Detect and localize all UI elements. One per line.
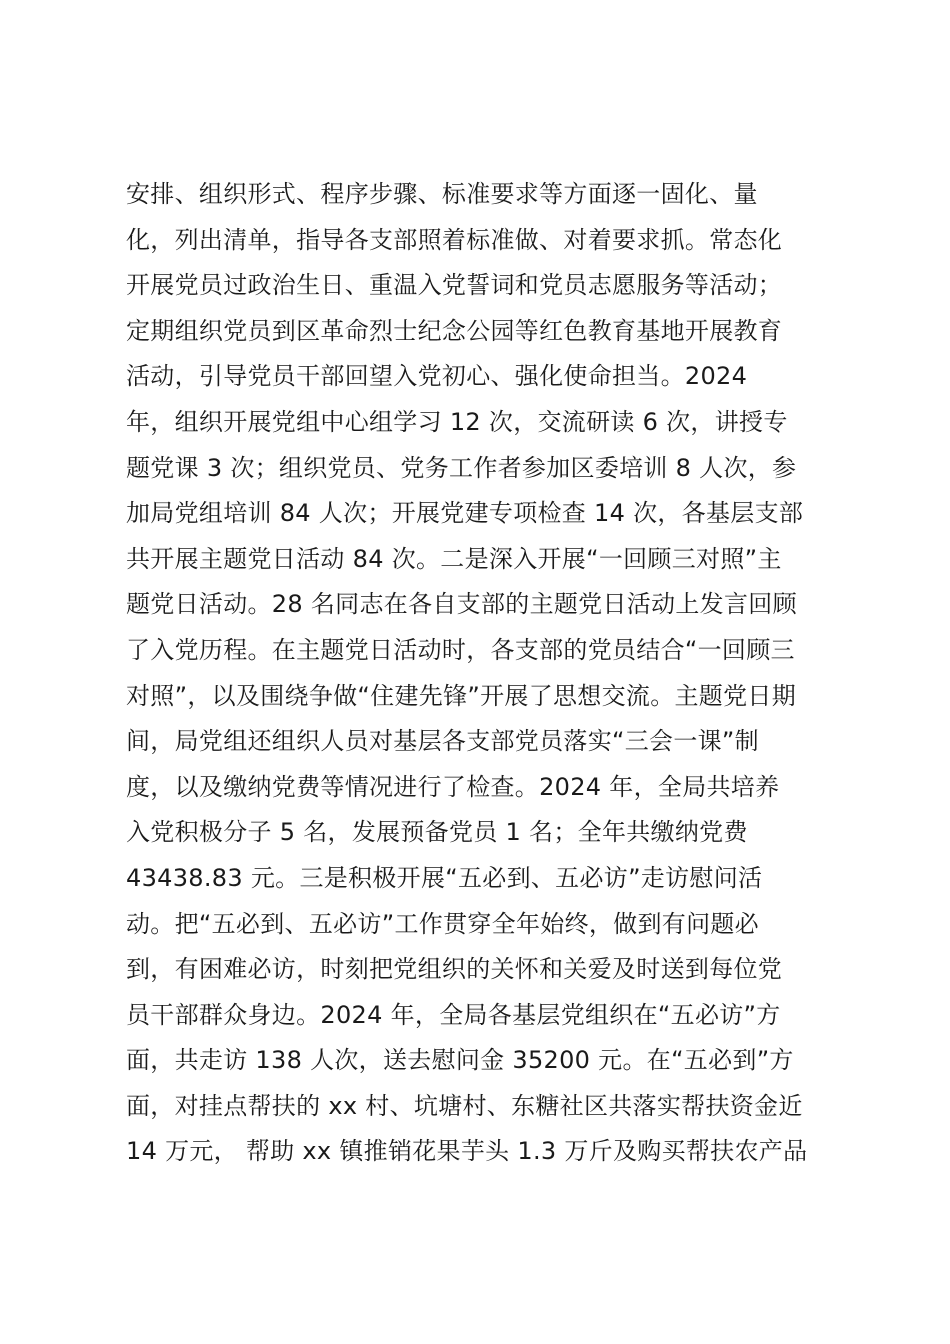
text-line: 活动，引导党员干部回望入党初心、强化使命担当。2024 bbox=[126, 362, 748, 391]
text-line: 度，以及缴纳党费等情况进行了检查。2024 年，全局共培养 bbox=[126, 772, 780, 801]
text-line: 加局党组培训 84 人次；开展党建专项检查 14 次，各基层支部 bbox=[126, 499, 804, 528]
text-line: 了入党历程。在主题党日活动时，各支部的党员结合“一回顾三 bbox=[126, 635, 795, 664]
text-line: 员干部群众身边。2024 年，全局各基层党组织在“五必访”方 bbox=[126, 1000, 781, 1029]
text-line: 14 万元， 帮助 xx 镇推销花果芋头 1.3 万斤及购买帮扶农产品 bbox=[126, 1137, 808, 1166]
text-line: 安排、组织形式、程序步骤、标准要求等方面逐一固化、量 bbox=[126, 180, 758, 208]
text-line: 开展党员过政治生日、重温入党誓词和党员志愿服务等活动； bbox=[126, 271, 783, 300]
text-line: 对照”，以及围绕争做“住建先锋”开展了思想交流。主题党日期 bbox=[126, 681, 796, 710]
text-line: 43438.83 元。三是积极开展“五必到、五必访”走访慰问活 bbox=[126, 863, 763, 892]
text-line: 动。把“五必到、五必访”工作贯穿全年始终，做到有问题必 bbox=[126, 909, 759, 938]
text-line: 到，有困难必访，时刻把党组织的关怀和关爱及时送到每位党 bbox=[126, 955, 783, 984]
text-line: 间，局党组还组织人员对基层各支部党员落实“三会一课”制 bbox=[126, 727, 759, 756]
text-line: 定期组织党员到区革命烈士纪念公园等红色教育基地开展教育 bbox=[126, 316, 783, 345]
text-line: 面，对挂点帮扶的 xx 村、坑塘村、东糖社区共落实帮扶资金近 bbox=[126, 1091, 803, 1120]
text-line: 入党积极分子 5 名，发展预备党员 1 名；全年共缴纳党费 bbox=[126, 818, 748, 847]
text-line: 年，组织开展党组中心组学习 12 次，交流研读 6 次，讲授专 bbox=[126, 407, 788, 436]
text-line: 共开展主题党日活动 84 次。二是深入开展“一回顾三对照”主 bbox=[126, 544, 782, 573]
body-paragraph bbox=[126, 172, 846, 1175]
text-line: 题党课 3 次；组织党员、党务工作者参加区委培训 8 人次，参 bbox=[126, 453, 797, 482]
text-line: 题党日活动。28 名同志在各自支部的主题党日活动上发言回顾 bbox=[126, 590, 797, 619]
text-line: 面，共走访 138 人次，送去慰问金 35200 元。在“五必到”方 bbox=[126, 1046, 794, 1075]
text-line: 化，列出清单，指导各支部照着标准做、对着要求抓。常态化 bbox=[126, 225, 783, 254]
